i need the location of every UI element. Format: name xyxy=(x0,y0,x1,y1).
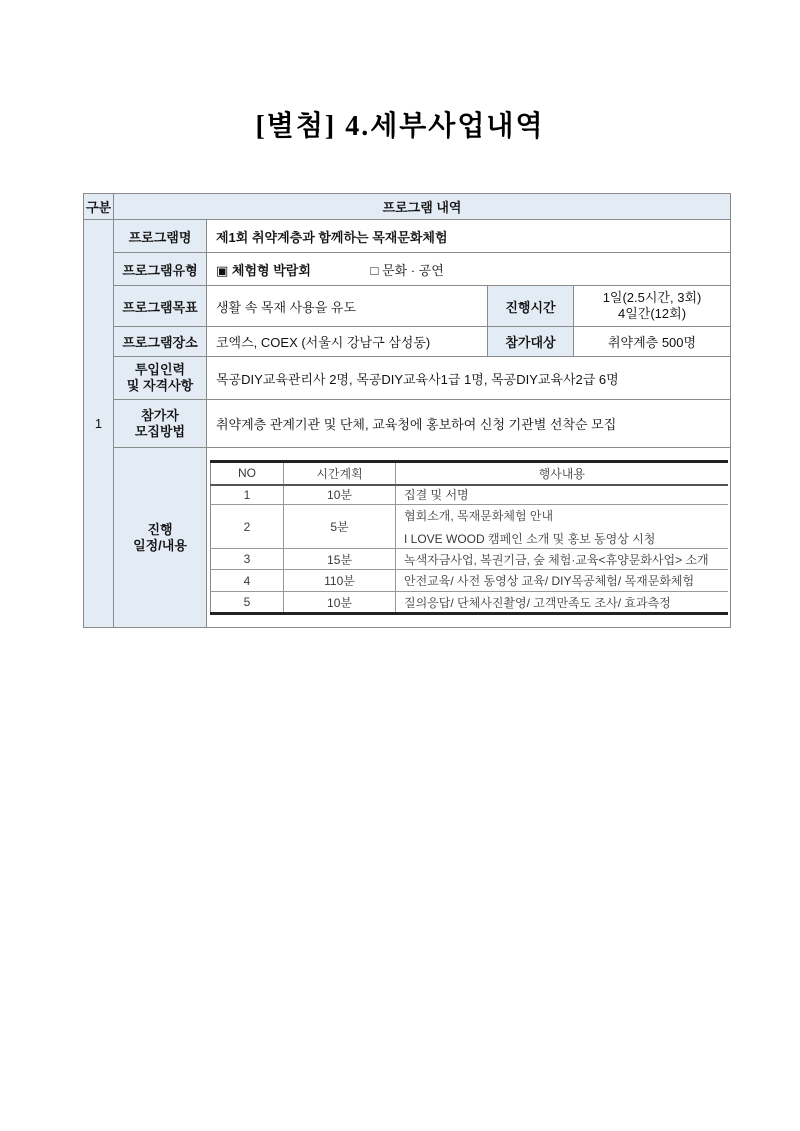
label-schedule xyxy=(114,448,207,628)
schedule-content-line2: I LOVE WOOD 캠페인 소개 및 홍보 동영상 시청 xyxy=(404,531,656,546)
row-recruit xyxy=(84,400,731,448)
schedule-content-line1: 협회소개, 목재문화체험 안내 xyxy=(404,508,554,523)
schedule-time: 10분 xyxy=(284,485,396,505)
label-staff xyxy=(114,357,207,400)
schedule-time: 10분 xyxy=(284,592,396,614)
value-staff: 목공DIY교육관리사 2명, 목공DIY교육사1급 1명, 목공DIY교육사2급 6명 xyxy=(207,357,731,400)
label-participants: 참가대상 xyxy=(488,327,574,357)
schedule-header-row xyxy=(211,462,728,485)
schedule-content: 질의응답/ 단체사진촬영/ 고객만족도 조사/ 효과측정 xyxy=(396,592,728,614)
checkbox-unchecked-icon: □ xyxy=(370,262,379,278)
label-recruit-line2: 모집방법 xyxy=(134,423,186,439)
label-recruit xyxy=(114,400,207,448)
row-program-place xyxy=(84,327,731,357)
schedule-content: 안전교육/ 사전 동영상 교육/ DIY목공체험/ 목재문화체험 xyxy=(396,570,728,592)
schedule-content: 녹색자금사업, 복권기금, 숲 체험·교육<휴양문화사업> 소개 xyxy=(396,549,728,570)
schedule-header-time: 시간계획 xyxy=(284,462,396,485)
value-program-name: 제1회 취약계층과 함께하는 목재문화체험 xyxy=(207,220,731,253)
schedule-row-4 xyxy=(211,570,728,592)
header-program-detail: 프로그램 내역 xyxy=(114,194,731,220)
value-program-place: 코엑스, COEX (서울시 강남구 삼성동) xyxy=(207,327,488,357)
schedule-time: 110분 xyxy=(284,570,396,592)
header-gubun: 구분 xyxy=(84,194,114,220)
value-program-goal: 생활 속 목재 사용을 유도 xyxy=(207,286,488,327)
value-participants: 취약계층 500명 xyxy=(574,327,731,357)
checkbox-checked-icon: ▣ xyxy=(216,262,229,278)
label-staff-line1: 투입인력 xyxy=(134,362,186,377)
schedule-header-no: NO xyxy=(211,462,284,485)
schedule-no: 5 xyxy=(211,592,284,614)
schedule-no: 1 xyxy=(211,485,284,505)
schedule-no: 3 xyxy=(211,549,284,570)
schedule-row-1 xyxy=(211,485,728,505)
schedule-content xyxy=(396,505,728,549)
row-program-name xyxy=(84,220,731,253)
schedule-content: 집결 및 서명 xyxy=(396,485,728,505)
row-program-type xyxy=(84,253,731,286)
schedule-row-3 xyxy=(211,549,728,570)
option-checked-label: 체험형 박람회 xyxy=(231,262,311,278)
page-title: [별첨] 4.세부사업내역 xyxy=(255,111,545,142)
value-program-type xyxy=(207,253,731,286)
schedule-row-5 xyxy=(211,592,728,614)
value-run-time xyxy=(574,286,731,327)
program-table xyxy=(83,193,731,628)
schedule-no: 4 xyxy=(211,570,284,592)
schedule-time: 15분 xyxy=(284,549,396,570)
label-run-time: 진행시간 xyxy=(488,286,574,327)
label-program-place: 프로그램장소 xyxy=(114,327,207,357)
schedule-time: 5분 xyxy=(284,505,396,549)
label-program-type: 프로그램유형 xyxy=(114,253,207,286)
label-schedule-line1: 진행 xyxy=(147,521,173,537)
table-header-row xyxy=(84,194,731,220)
schedule-no: 2 xyxy=(211,505,284,549)
label-recruit-line1: 참가자 xyxy=(141,407,179,423)
run-time-line2: 4일간(12회) xyxy=(618,306,687,321)
label-schedule-line2: 일정/내용 xyxy=(133,537,187,553)
schedule-row-2 xyxy=(211,505,728,549)
row-program-goal xyxy=(84,286,731,327)
row-staff xyxy=(84,357,731,400)
option-unchecked-label: 문화 · 공연 xyxy=(382,262,444,278)
schedule-header-content: 행사내용 xyxy=(396,462,728,485)
value-recruit: 취약계층 관계기관 및 단체, 교육청에 홍보하여 신청 기관별 선착순 모집 xyxy=(207,400,731,448)
label-program-goal: 프로그램목표 xyxy=(114,286,207,327)
label-program-name: 프로그램명 xyxy=(114,220,207,253)
schedule-cell xyxy=(207,448,731,628)
run-time-line1: 1일(2.5시간, 3회) xyxy=(602,290,702,305)
row-schedule xyxy=(84,448,731,628)
group-number: 1 xyxy=(84,220,114,628)
label-staff-line2: 및 자격사항 xyxy=(126,378,194,393)
schedule-table xyxy=(210,460,728,615)
